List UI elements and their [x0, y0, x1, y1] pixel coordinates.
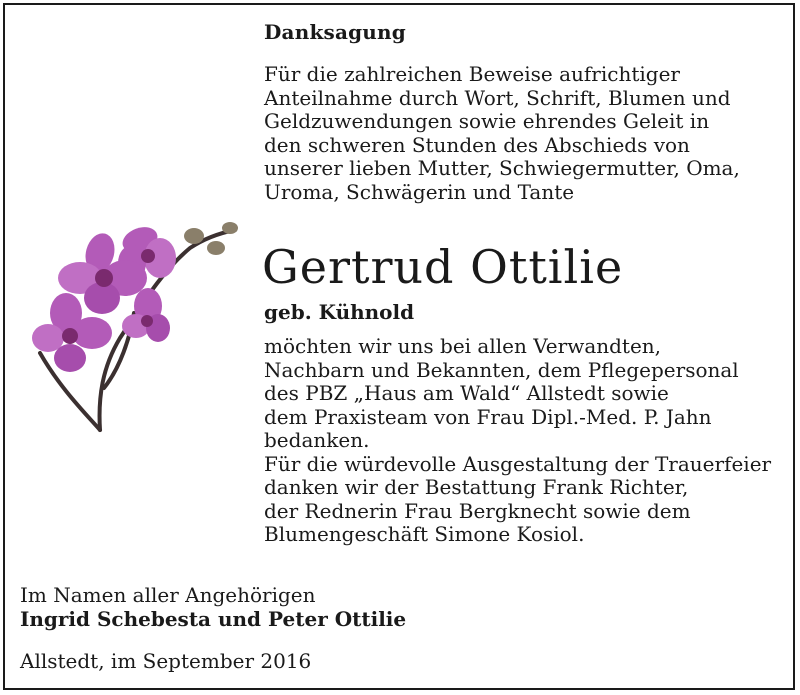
thanks-paragraph: [264, 335, 794, 547]
thanks-line: bedanken.: [264, 428, 370, 452]
intro-paragraph: [264, 63, 784, 204]
maiden-name: geb. Kühnold: [264, 300, 415, 324]
thanks-line: danken wir der Bestattung Frank Richter,: [264, 475, 689, 499]
intro-line: Für die zahlreichen Beweise aufrichtiger: [264, 62, 680, 86]
thanks-line: Blumengeschäft Simone Kosiol.: [264, 522, 585, 546]
intro-line: Uroma, Schwägerin und Tante: [264, 179, 575, 204]
place-date: Allstedt, im September 2016: [20, 649, 312, 673]
notice-heading: Danksagung: [264, 20, 406, 44]
thanks-line: möchten wir uns bei allen Verwandten,: [264, 334, 662, 358]
thanks-line: Nachbarn und Bekannten, dem Pflegepersonal: [264, 357, 739, 382]
intro-line: Anteilnahme durch Wort, Schrift, Blumen und: [264, 85, 731, 110]
thanks-line: dem Praxisteam von Frau Dipl.-Med. P. Jahn: [264, 404, 712, 429]
intro-line: Geldzuwendungen sowie ehrendes Geleit in: [264, 109, 710, 133]
thanks-line: Für die würdevolle Ausgestaltung der Trauerfeier: [264, 451, 772, 476]
orchid-flower-side: [122, 288, 170, 342]
thanks-line: des PBZ „Haus am Wald“ Allstedt sowie: [264, 381, 669, 405]
thanks-line: der Rednerin Frau Bergknecht sowie dem: [264, 498, 691, 523]
orchid-illustration: [30, 218, 250, 433]
deceased-name: Gertrud Ottilie: [262, 240, 624, 294]
intro-line: unserer lieben Mutter, Schwiegermutter, Oma,: [264, 156, 740, 180]
intro-line: den schweren Stunden des Abschieds von: [264, 132, 690, 157]
signature-preface: Im Namen aller Angehörigen: [20, 583, 316, 607]
signature-block: [20, 583, 406, 631]
signature-names: Ingrid Schebesta und Peter Ottilie: [20, 607, 407, 631]
